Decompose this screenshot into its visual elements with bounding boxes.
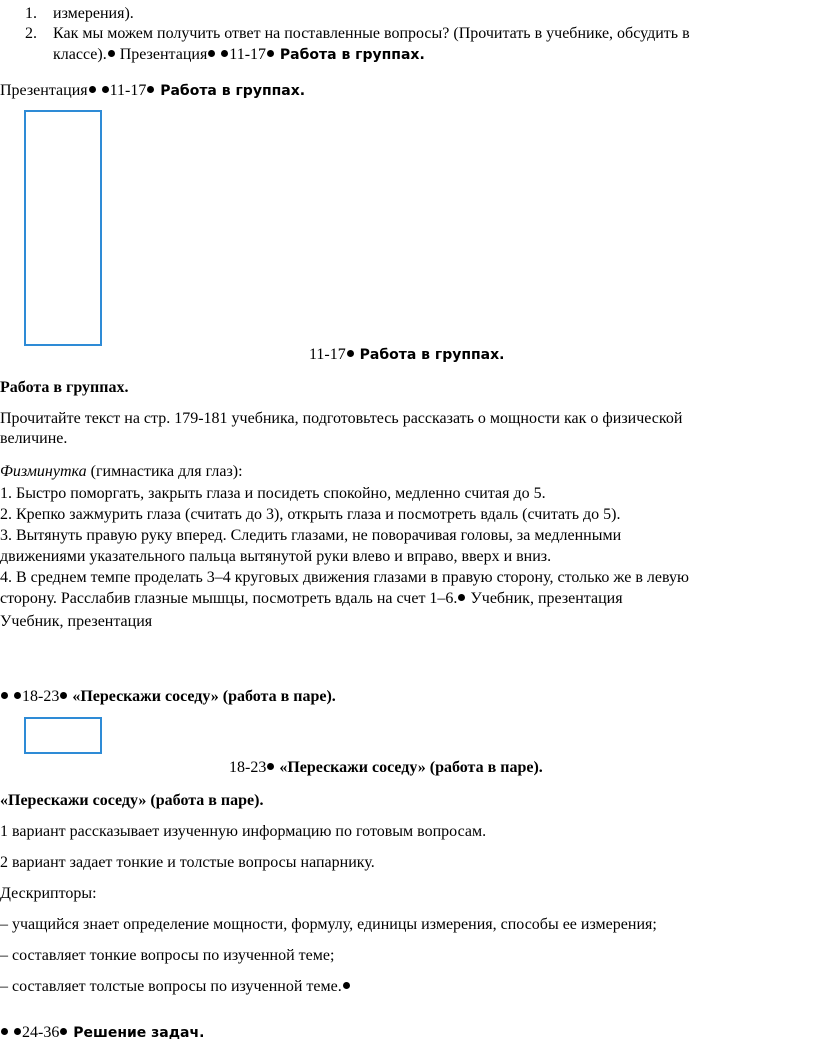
tasks-line <box>0 1023 204 1043</box>
bullet-dot-icon <box>102 86 109 93</box>
bullet-dot-icon <box>458 594 465 601</box>
text-run: 18-23 <box>22 688 60 705</box>
fizminutka-title <box>0 462 243 482</box>
text-run: 24-36 <box>22 1024 60 1041</box>
bullet-dot-icon <box>1 692 8 699</box>
presentation-line <box>0 81 305 101</box>
section-heading: «Перескажи соседу» (работа в паре). <box>0 792 264 809</box>
descriptors-title: Дескрипторы: <box>0 885 97 902</box>
italic-text-run: Физминутка <box>0 463 87 480</box>
text-run: 11-17 <box>229 46 267 63</box>
image-frame <box>24 717 102 754</box>
bullet-dot-icon <box>147 86 154 93</box>
bullet-dot-icon <box>14 692 21 699</box>
exercise-line <box>0 589 623 609</box>
bullet-dot-icon <box>347 350 354 357</box>
image-caption <box>309 345 504 365</box>
bullet-dot-icon <box>108 50 115 57</box>
bold-text-run: Работа в группах. <box>354 347 505 363</box>
image-caption <box>229 758 543 778</box>
list-item-text: измерения). <box>53 5 134 22</box>
bold-text-run: Работа в группах. <box>275 47 425 63</box>
exercise-line: движениями указательного пальца вытянутой руки влево и вправо, вверх и вниз. <box>0 548 552 565</box>
list-item-text-cont <box>53 45 425 65</box>
bold-text-run: Решение задач. <box>68 1025 205 1041</box>
text-run: классе). <box>53 46 107 63</box>
text-run: 11-17 <box>109 82 147 99</box>
bullet-dot-icon <box>60 1028 67 1035</box>
bullet-dot-icon <box>1 1028 8 1035</box>
exercise-line: 1. Быстро поморгать, закрыть глаза и посидеть спокойно, медленно считая до 5. <box>0 485 546 502</box>
exercise-line: 4. В среднем темпе проделать 3–4 круговых движения глазами в правую сторону, столько же в левую <box>0 569 689 586</box>
pair-work-line <box>0 687 336 707</box>
bold-text-run: Работа в группах. <box>155 83 306 99</box>
list-number: 2. <box>25 25 37 42</box>
bullet-dot-icon <box>267 50 274 57</box>
text-run: 18-23 <box>229 759 267 776</box>
text-run: Учебник, презентация <box>466 590 623 607</box>
text-run: Презентация <box>0 82 88 99</box>
descriptor-item: – учащийся знает определение мощности, формулу, единицы измерения, способы ее измерения; <box>0 916 657 933</box>
exercise-line: 2. Крепко зажмурить глаза (считать до 3), открыть глаза и посмотреть вдаль (считать до 5). <box>0 506 621 523</box>
bold-text-run: «Перескажи соседу» (работа в паре). <box>68 688 336 705</box>
paragraph-line: величине. <box>0 430 68 447</box>
paragraph-line: 2 вариант задает тонкие и толстые вопросы напарнику. <box>0 854 375 871</box>
descriptor-item <box>0 977 351 997</box>
text-run: (гимнастика для глаз): <box>86 463 243 480</box>
paragraph-line: Прочитайте текст на стр. 179-181 учебника, подготовьтесь рассказать о мощности как о физической <box>0 410 683 427</box>
bullet-dot-icon <box>208 50 215 57</box>
resources-line: Учебник, презентация <box>0 613 153 630</box>
bullet-dot-icon <box>14 1028 21 1035</box>
bullet-dot-icon <box>267 763 274 770</box>
bullet-dot-icon <box>60 692 67 699</box>
section-heading: Работа в группах. <box>0 379 129 396</box>
text-run: сторону. Расслабив глазные мышцы, посмотреть вдаль на счет 1–6. <box>0 590 458 607</box>
bullet-dot-icon <box>343 982 350 989</box>
list-number: 1. <box>25 5 37 22</box>
image-frame <box>24 110 102 346</box>
list-item-text: Как мы можем получить ответ на поставленные вопросы? (Прочитать в учебнике, обсудить в <box>53 25 690 42</box>
bullet-dot-icon <box>89 86 96 93</box>
exercise-line: 3. Вытянуть правую руку вперед. Следить глазами, не поворачивая головы, за медленными <box>0 527 622 544</box>
text-run: 11-17 <box>309 346 346 363</box>
bold-text-run: «Перескажи соседу» (работа в паре). <box>275 759 543 776</box>
text-run: Презентация <box>115 46 208 63</box>
bullet-dot-icon <box>221 50 228 57</box>
text-run: – составляет толстые вопросы по изученной теме. <box>0 978 342 995</box>
descriptor-item: – составляет тонкие вопросы по изученной теме; <box>0 947 335 964</box>
paragraph-line: 1 вариант рассказывает изученную информацию по готовым вопросам. <box>0 823 487 840</box>
